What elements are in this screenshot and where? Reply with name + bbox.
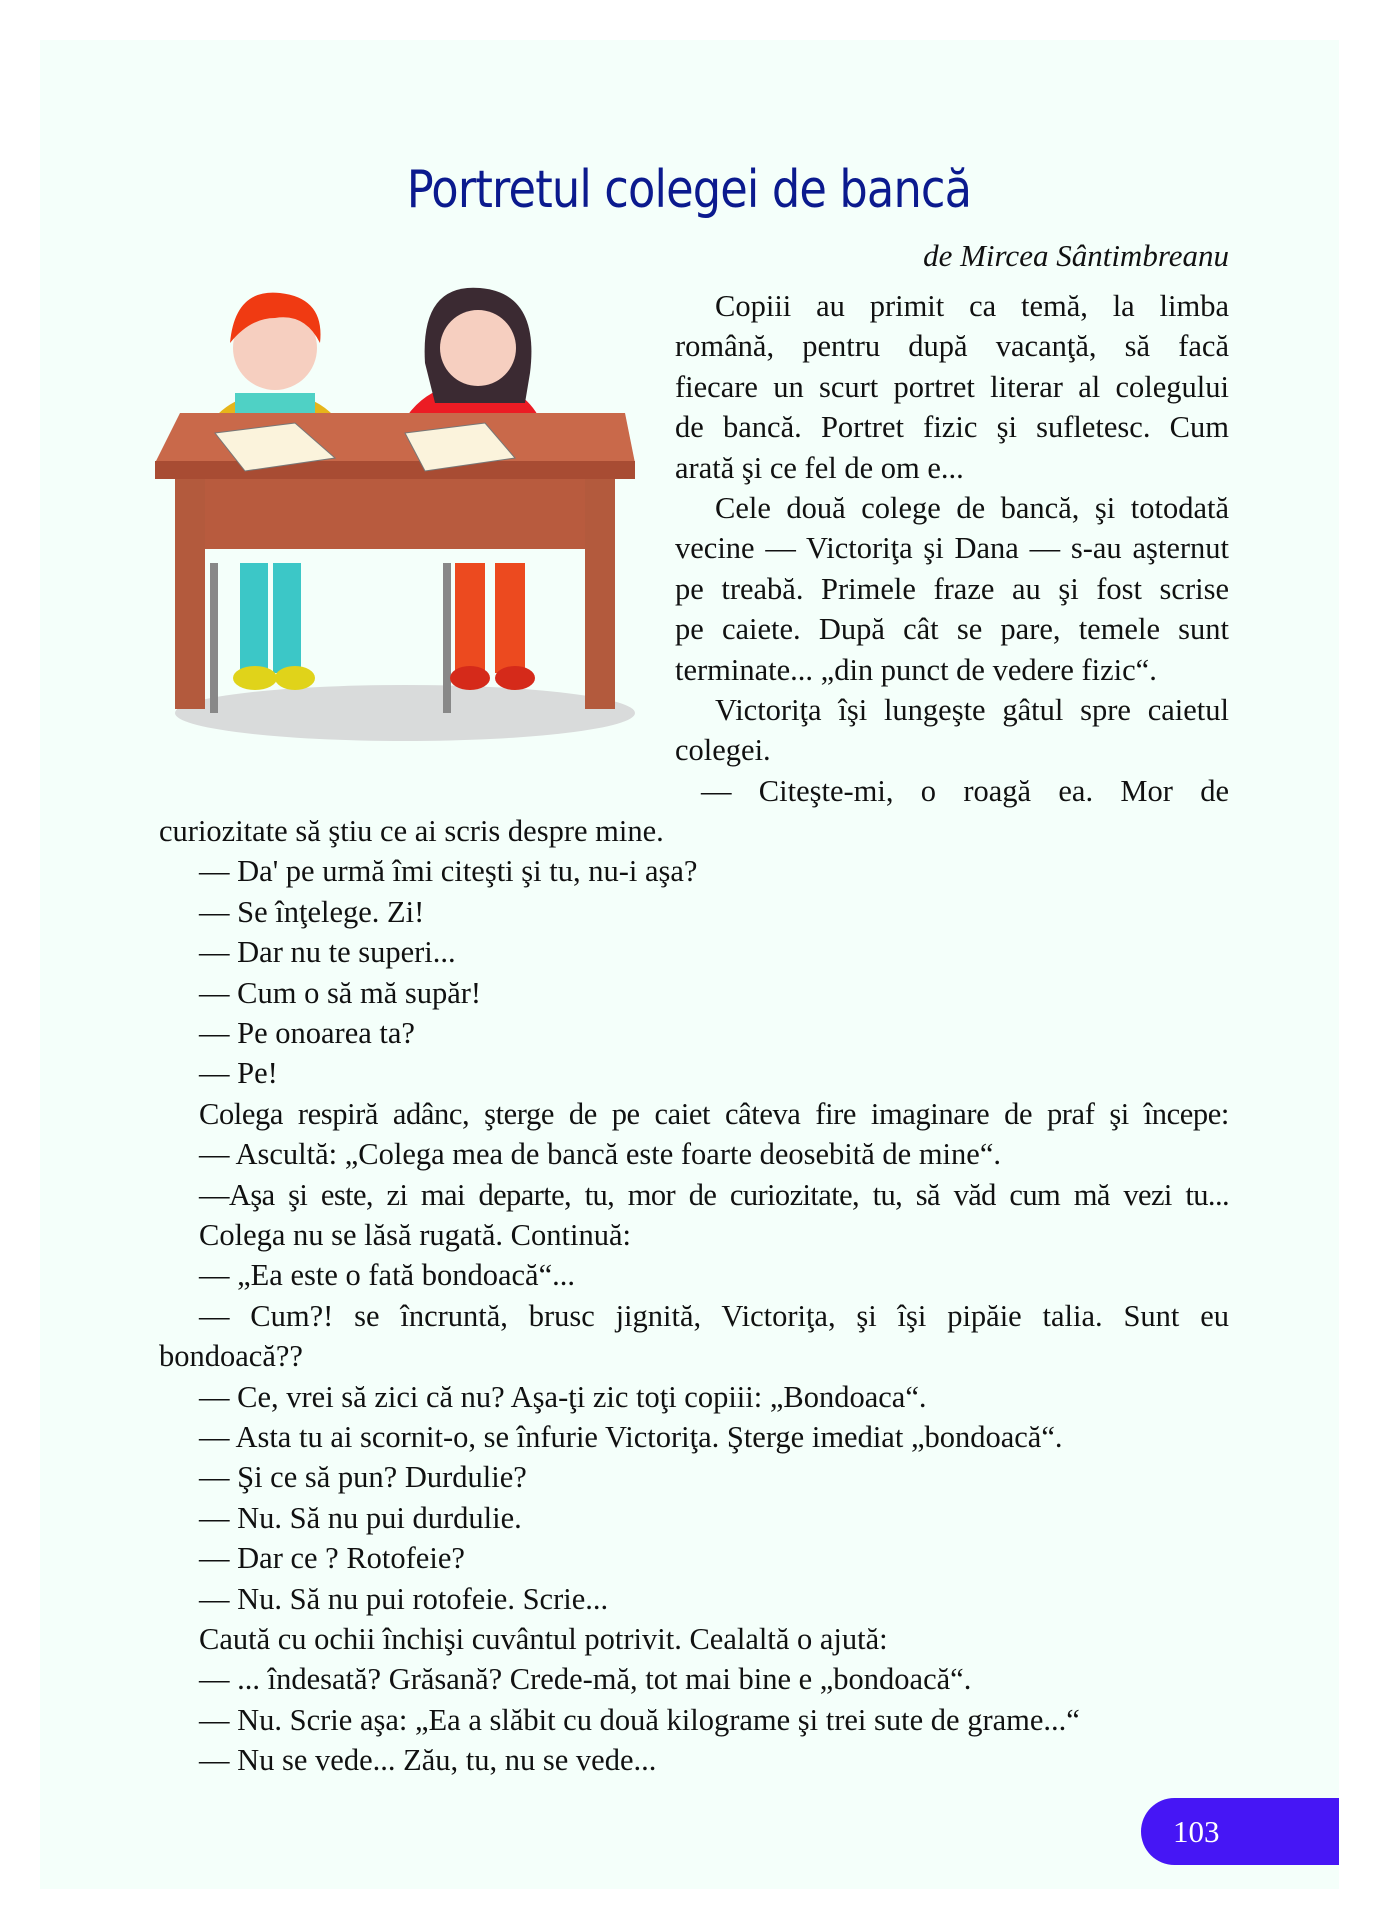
dialogue-line: bondoacă?? [159, 1339, 303, 1374]
text-line: terminate... „din punct de vedere fizic“. [675, 652, 1157, 687]
text-line: fiecare un scurt portret literar al colegului [675, 369, 1229, 404]
dialogue-line: — Cum o să mă supăr! [199, 975, 482, 1010]
dialogue-line: — Şi ce să pun? Durdulie? [199, 1460, 527, 1495]
text-line: de bancă. Portret fizic şi sufletesc. Cum [675, 410, 1229, 445]
dialogue-line: — Dar ce ? Rotofeie? [199, 1541, 465, 1576]
text-line: curiozitate să ştiu ce ai scris despre mine. [159, 814, 664, 849]
page-number-badge: 103 [1141, 1798, 1339, 1865]
dialogue-line: — Cum?! se încruntă, brusc jignită, Victoriţa, şi îşi pipăie talia. Sunt eu [199, 1298, 1229, 1333]
page-title: Portretul colegei de bancă [406, 160, 972, 220]
dialogue-line: — Pe! [199, 1056, 278, 1091]
dialogue-line: — Asta tu ai scornit-o, se înfurie Victoriţa. Şterge imediat „bondoacă“. [199, 1419, 1063, 1454]
dialogue-line: —Aşa şi este, zi mai departe, tu, mor de curiozitate, tu, să văd cum mă vezi tu... [199, 1177, 1229, 1212]
dialogue-line: — Dar nu te superi... [199, 935, 456, 970]
text-line: Colega respiră adânc, şterge de pe caiet câteva fire imaginare de praf şi începe: [199, 1096, 1229, 1131]
dialogue-line: — Se înţelege. Zi! [199, 894, 425, 929]
dialogue-line: — Ascultă: „Colega mea de bancă este foarte deosebită de mine“. [199, 1137, 1001, 1172]
text-line: Cele două colege de bancă, şi totodată [715, 490, 1229, 525]
author: de Mircea Sântimbreanu [923, 238, 1229, 273]
text-line: colegei. [675, 733, 771, 768]
dialogue-line: — Pe onoarea ta? [199, 1016, 415, 1051]
story-text [159, 286, 1229, 1780]
text-line: română, pentru după vacanţă, să facă [675, 329, 1229, 364]
text-line: pe caiete. După cât se pare, temele sunt [675, 612, 1229, 647]
text-line: Colega nu se lăsă rugată. Continuă: [199, 1217, 631, 1252]
dialogue-line: — „Ea este o fată bondoacă“... [199, 1258, 575, 1293]
dialogue-line: — Nu se vede... Zău, tu, nu se vede... [199, 1743, 657, 1778]
dialogue-line: — Nu. Scrie aşa: „Ea a slăbit cu două kilograme şi trei sute de grame...“ [199, 1702, 1080, 1737]
text-line: Victoriţa îşi lungeşte gâtul spre caietul [715, 692, 1229, 727]
dialogue-line: — Nu. Să nu pui rotofeie. Scrie... [199, 1581, 609, 1616]
text-line: vecine — Victoriţa şi Dana — s-au aşternut [675, 531, 1229, 566]
dialogue-line: — ... îndesată? Grăsană? Crede-mă, tot mai bine e „bondoacă“. [199, 1662, 972, 1697]
text-line: arată şi ce fel de om e... [675, 450, 964, 485]
text-line: pe treabă. Primele fraze au şi fost scrise [675, 571, 1229, 606]
text-line: Caută cu ochii închişi cuvântul potrivit. Cealaltă o ajută: [199, 1621, 888, 1656]
dialogue-line: — Da' pe urmă îmi citeşti şi tu, nu-i aşa? [199, 854, 698, 889]
dialogue-line: — Nu. Să nu pui durdulie. [199, 1500, 522, 1535]
dialogue-line: — Ce, vrei să zici că nu? Aşa-ţi zic toţi copiii: „Bondoaca“. [199, 1379, 927, 1414]
text-line: — Citeşte-mi, o roagă ea. Mor de [701, 773, 1229, 808]
text-line: Copiii au primit ca temă, la limba [715, 289, 1229, 323]
